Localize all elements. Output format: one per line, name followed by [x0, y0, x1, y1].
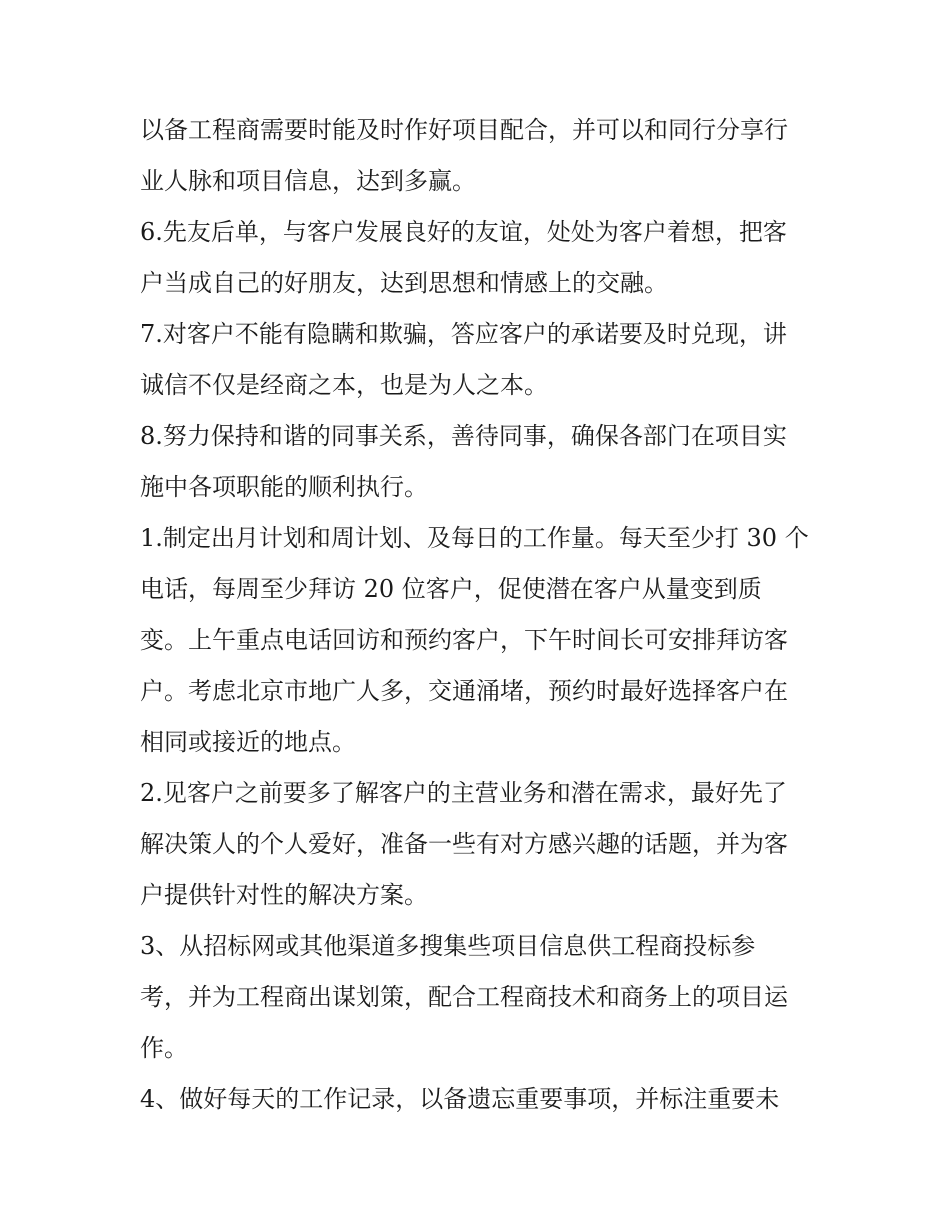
text-line: 变。上午重点电话回访和预约客户，下午时间长可安排拜访客	[140, 626, 788, 654]
text-line: 户。考虑北京市地广人多，交通涌堵，预约时最好选择客户在	[140, 677, 788, 705]
text-line: 2.见客户之前要多了解客户的主营业务和潜在需求，最好先了	[140, 779, 787, 807]
text-line: 7.对客户不能有隐瞒和欺骗，答应客户的承诺要及时兑现，讲	[140, 320, 787, 348]
text-line: 诚信不仅是经商之本，也是为人之本。	[140, 371, 548, 399]
text-line: 4、做好每天的工作记录，以备遗忘重要事项，并标注重要未	[140, 1085, 780, 1113]
text-line: 作。	[140, 1034, 188, 1062]
text-line: 户当成自己的好朋友，达到思想和情感上的交融。	[140, 269, 668, 297]
text-line: 8.努力保持和谐的同事关系，善待同事，确保各部门在项目实	[140, 422, 787, 450]
text-line: 以备工程商需要时能及时作好项目配合，并可以和同行分享行	[140, 116, 788, 144]
document-body	[140, 105, 820, 1125]
text-line: 3、从招标网或其他渠道多搜集些项目信息供工程商投标参	[140, 932, 756, 960]
text-line: 电话，每周至少拜访 20 位客户，促使潜在客户从量变到质	[140, 575, 762, 603]
text-line: 考，并为工程商出谋划策，配合工程商技术和商务上的项目运	[140, 983, 788, 1011]
text-line: 业人脉和项目信息，达到多赢。	[140, 167, 476, 195]
text-line: 相同或接近的地点。	[140, 728, 356, 756]
text-line: 6.先友后单，与客户发展良好的友谊，处处为客户着想，把客	[140, 218, 787, 246]
text-line: 施中各项职能的顺利执行。	[140, 473, 428, 501]
text-line: 解决策人的个人爱好，准备一些有对方感兴趣的话题，并为客	[140, 830, 788, 858]
text-line: 户提供针对性的解决方案。	[140, 881, 428, 909]
text-line: 1.制定出月计划和周计划、及每日的工作量。每天至少打 30 个	[140, 524, 809, 552]
